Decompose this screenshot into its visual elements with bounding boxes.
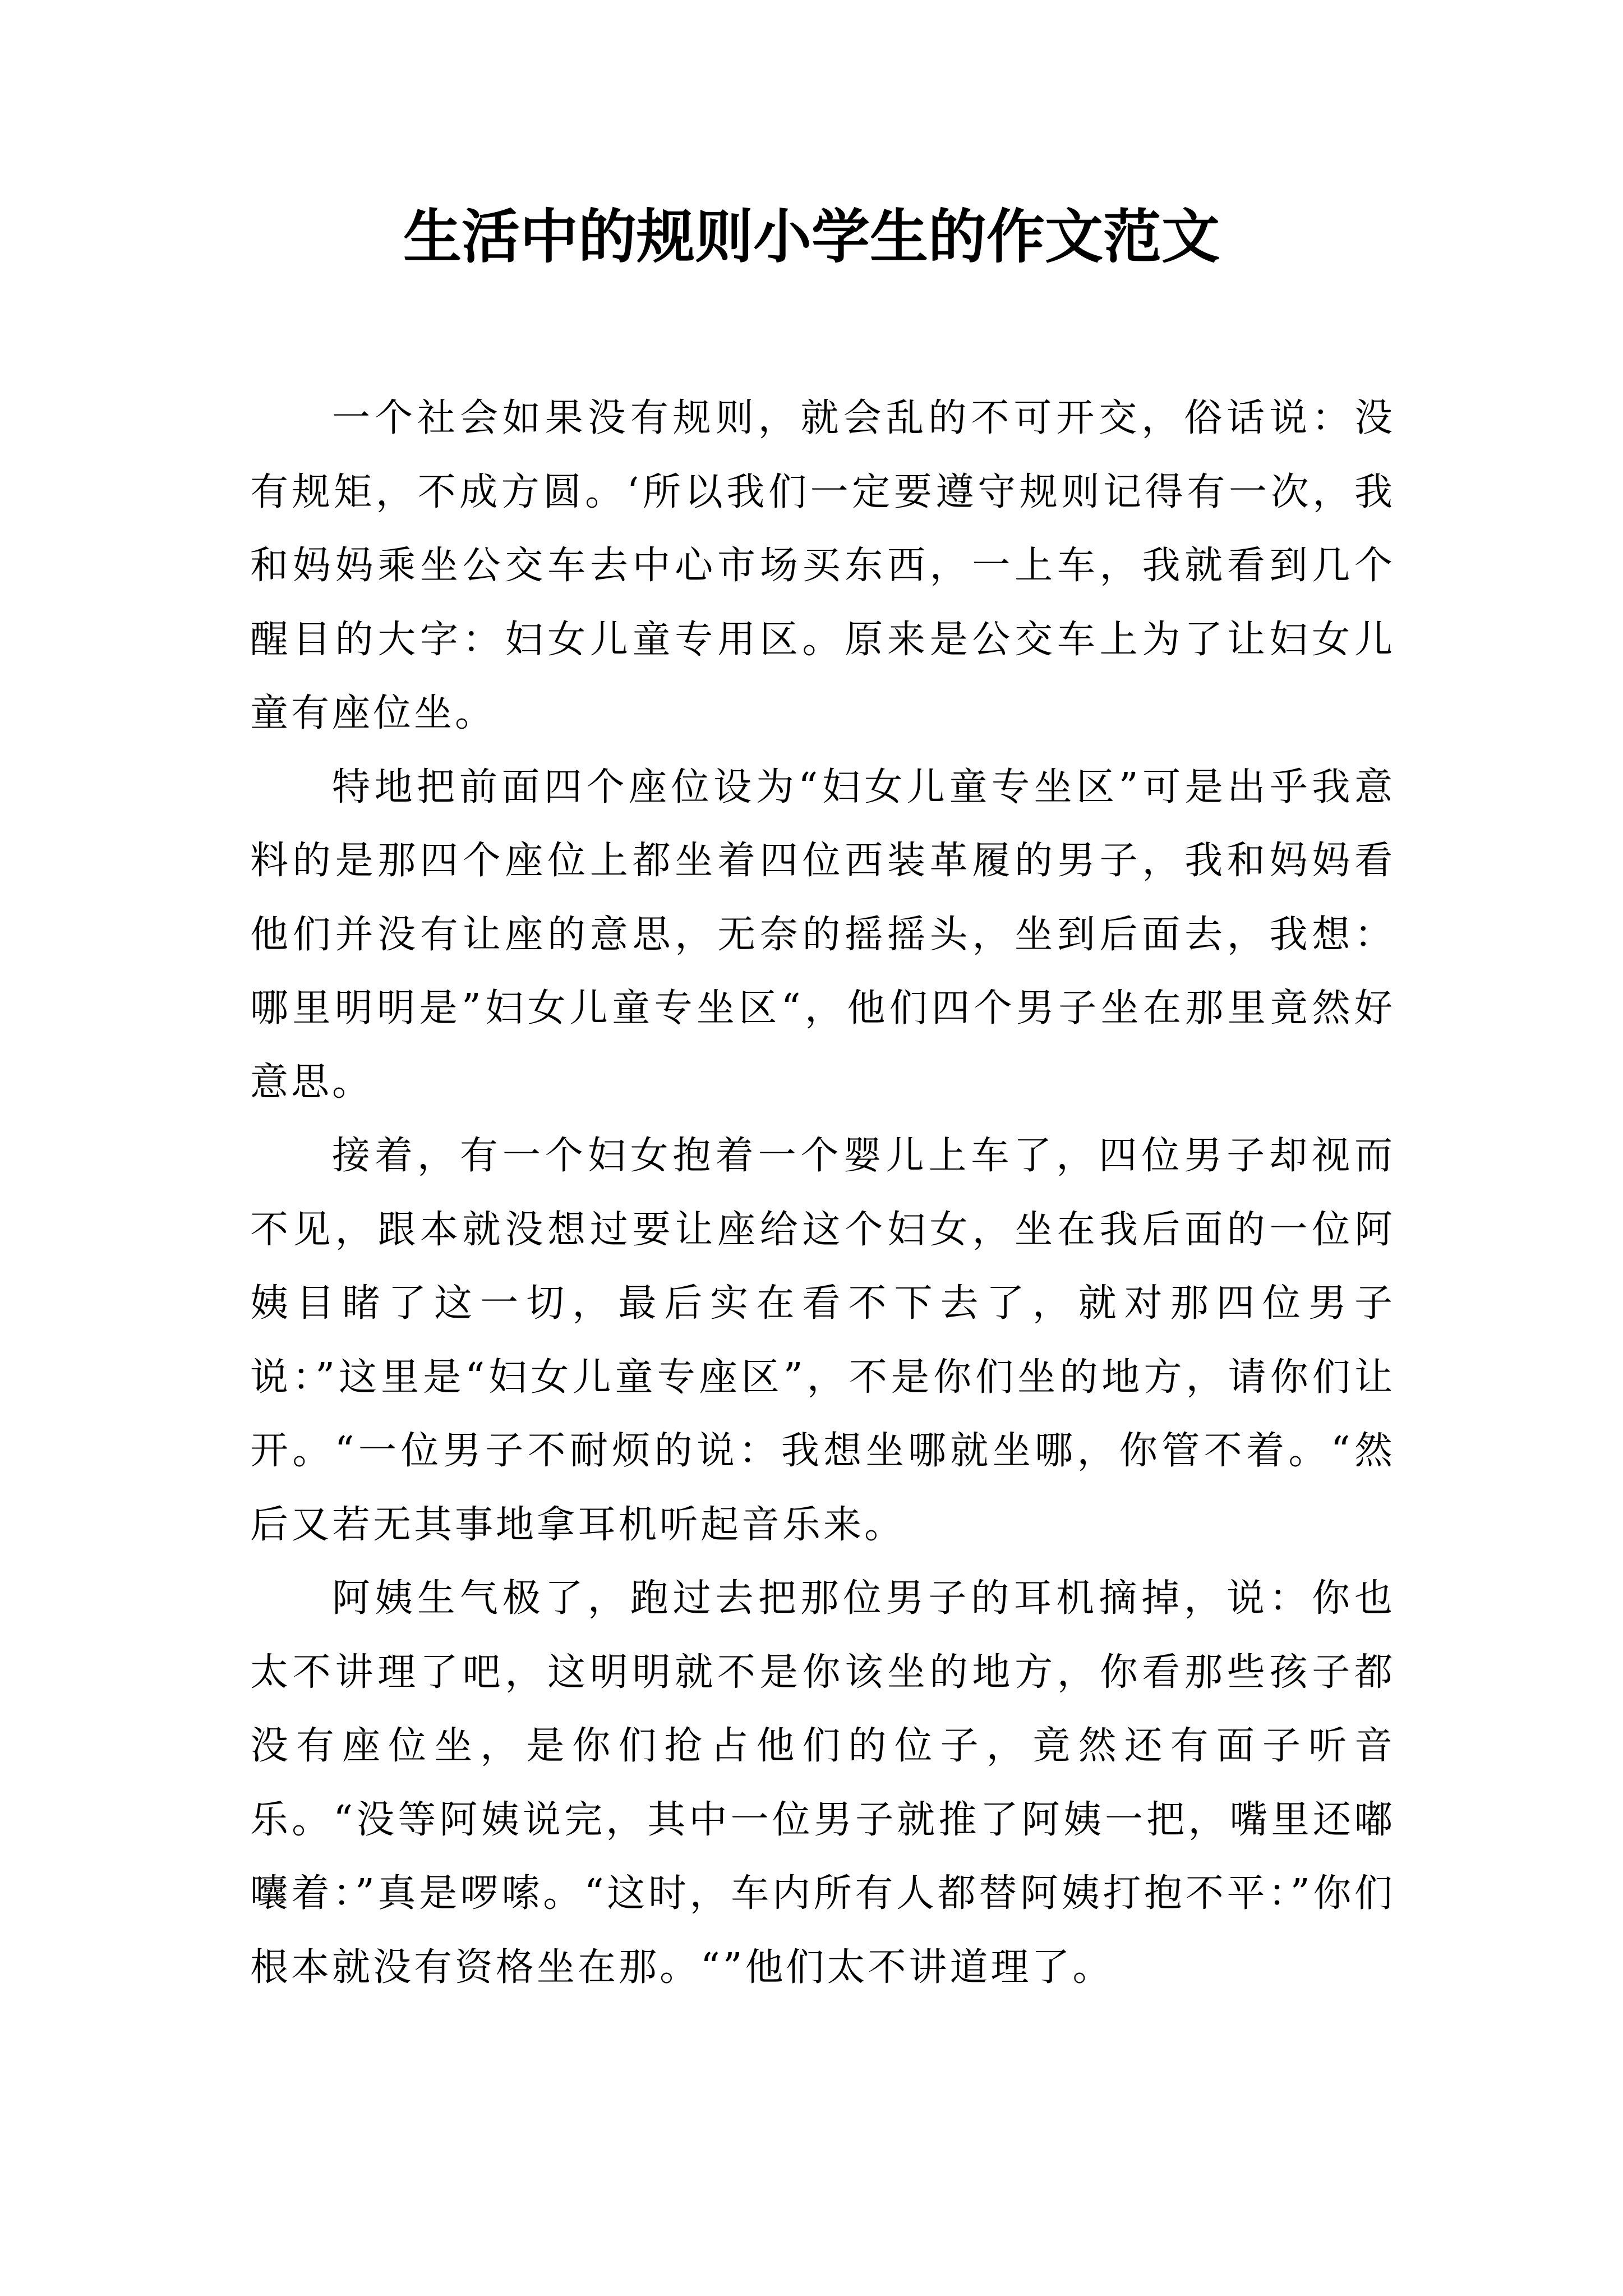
paragraph-2: 特地把前面四个座位设为“妇女儿童专坐区”可是出乎我意料的是那四个座位上都坐着四位西装革履的男子，我和妈妈看他们并没有让座的意思，无奈的摇摇头，坐到后面去，我想：哪里明明是”妇女儿童专坐区“，他们四个男子坐在那里竟然好意思。 [250, 765, 1395, 1105]
paragraph-4: 阿姨生气极了，跑过去把那位男子的耳机摘掉，说：你也太不讲理了吧，这明明就不是你该坐的地方，你看那些孩子都没有座位坐，是你们抢占他们的位子，竟然还有面子听音乐。“没等阿姨说完，其中一位男子就推了阿姨一把，嘴里还嘟囔着：”真是啰嗦。“这时，车内所有人都替阿姨打抱不平：”你们根本就没有资格坐在那。“”他们太不讲道理了。 [250, 1576, 1395, 1990]
document-title: 生活中的规则小学生的作文范文 [403, 202, 1220, 271]
paragraph-1: 一个社会如果没有规则，就会乱的不可开交，俗话说：没有规矩，不成方圆。‘所以我们一定要遵守规则记得有一次，我和妈妈乘坐公交车去中心市场买东西，一上车，我就看到几个醒目的大字：妇女儿童专用区。原来是公交车上为了让妇女儿童有座位坐。 [250, 396, 1395, 735]
document-body [250, 381, 1395, 2004]
paragraph-3: 接着，有一个妇女抱着一个婴儿上车了，四位男子却视而不见，跟本就没想过要让座给这个妇女，坐在我后面的一位阿姨目睹了这一切，最后实在看不下去了，就对那四位男子说：”这里是“妇女儿童专座区”，不是你们坐的地方，请你们让开。“一位男子不耐烦的说：我想坐哪就坐哪，你管不着。“然后又若无其事地拿耳机听起音乐来。 [250, 1134, 1395, 1547]
